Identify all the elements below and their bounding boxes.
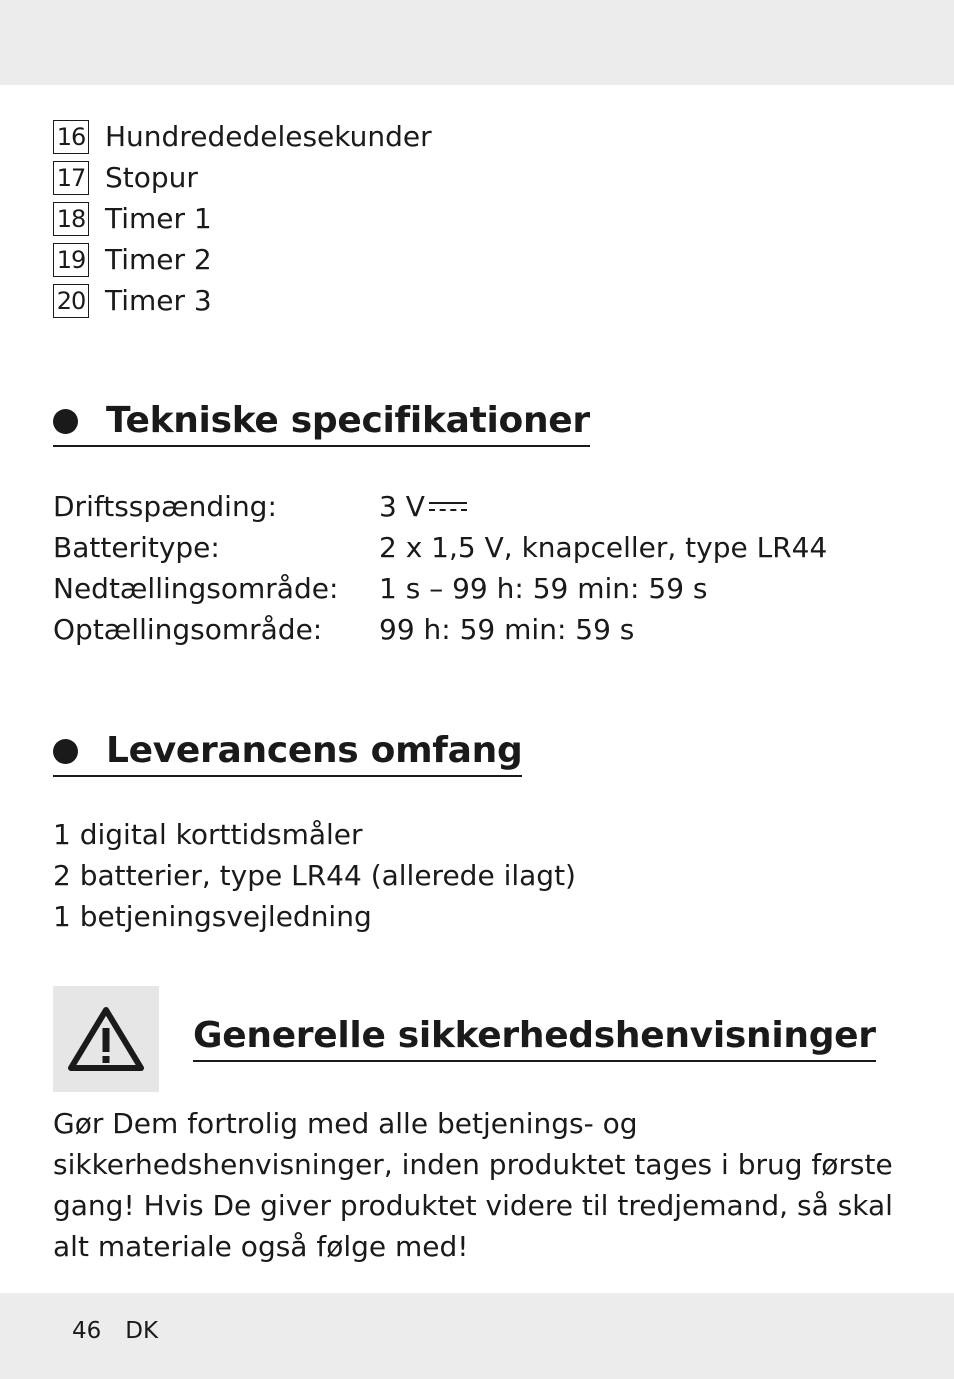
list-item: 2 batterier, type LR44 (allerede ilagt) [53, 859, 576, 892]
specs-table [53, 486, 827, 650]
spec-value: 1 s – 99 h: 59 min: 59 s [379, 571, 708, 605]
component-legend [53, 116, 432, 321]
legend-number: 17 [53, 161, 89, 195]
legend-item [53, 239, 432, 280]
legend-number: 20 [53, 284, 89, 318]
safety-heading [193, 1014, 876, 1062]
list-item: 1 betjeningsvejledning [53, 900, 372, 933]
spec-row [53, 527, 827, 568]
legend-number: 16 [53, 120, 89, 154]
legend-item [53, 157, 432, 198]
legend-label: Timer 1 [105, 201, 212, 235]
spec-value [379, 489, 467, 525]
specs-heading [53, 399, 590, 447]
delivery-heading-text: Leverancens omfang [106, 730, 523, 771]
delivery-list [53, 815, 576, 938]
language-code: DK [125, 1318, 159, 1344]
direct-current-icon [429, 500, 467, 514]
safety-heading-text: Generelle sikkerhedshenvisninger [193, 1015, 876, 1056]
legend-number: 18 [53, 202, 89, 236]
spec-value: 2 x 1,5 V, knapceller, type LR44 [379, 530, 828, 564]
spec-label: Batteritype: [53, 530, 220, 564]
spec-value-text: 3 V [379, 489, 425, 523]
specs-heading-text: Tekniske specifikationer [106, 400, 590, 441]
spec-row [53, 568, 827, 609]
spec-label: Driftsspænding: [53, 489, 277, 523]
legend-label: Hundrededelesekunder [105, 119, 432, 153]
spec-label: Nedtællingsområde: [53, 571, 339, 605]
legend-label: Timer 2 [105, 242, 212, 276]
spec-value: 99 h: 59 min: 59 s [379, 612, 635, 646]
spec-label: Optællingsområde: [53, 612, 323, 646]
page-number: 46 [72, 1318, 102, 1344]
top-band [0, 0, 954, 85]
legend-label: Stopur [105, 160, 198, 194]
delivery-heading [53, 729, 522, 777]
page-footer [72, 1316, 158, 1346]
legend-item [53, 280, 432, 321]
spec-row [53, 486, 827, 527]
safety-paragraph: Gør Dem fortrolig med alle betjenings- og sikkerhedshenvisninger, inden produktet tages i brug første gang! Hvis De giver produktet videre til tredjemand, så skal alt materiale også følge med! [53, 1107, 893, 1263]
legend-item [53, 198, 432, 239]
bullet-icon [53, 409, 78, 434]
list-item: 1 digital korttidsmåler [53, 818, 363, 851]
legend-label: Timer 3 [105, 283, 212, 317]
legend-number: 19 [53, 243, 89, 277]
legend-item [53, 116, 432, 157]
spec-row [53, 609, 827, 650]
warning-triangle-icon [53, 986, 159, 1092]
bullet-icon [53, 739, 78, 764]
